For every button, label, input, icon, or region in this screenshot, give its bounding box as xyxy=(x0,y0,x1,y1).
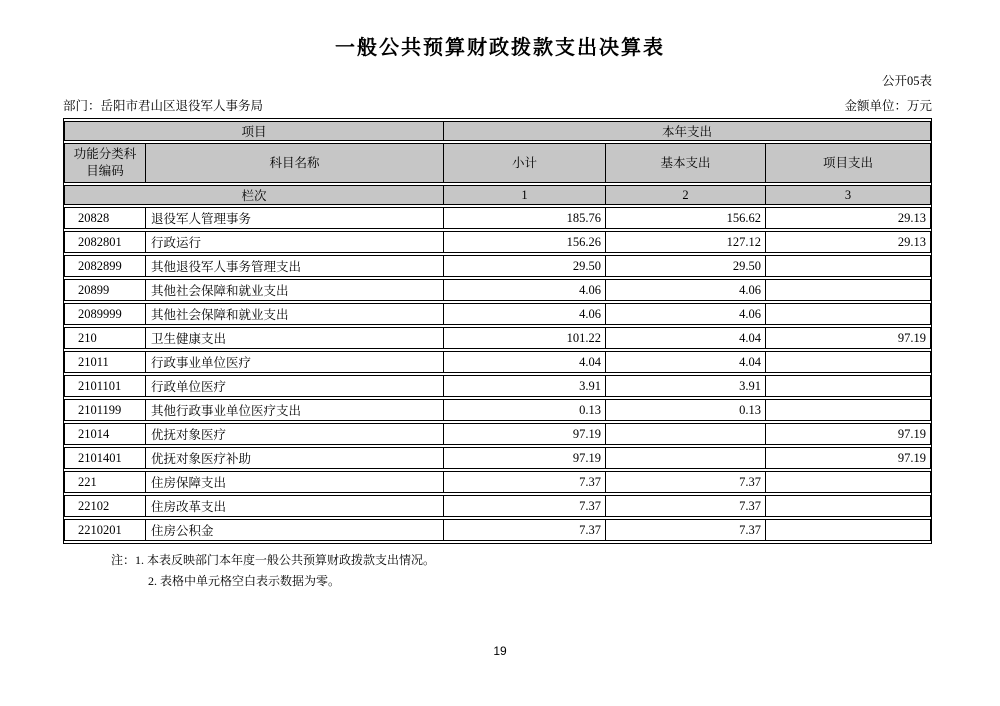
name-cell: 退役军人管理事务 xyxy=(146,207,444,229)
code-cell: 2082801 xyxy=(64,231,146,253)
subtotal-cell: 0.13 xyxy=(444,399,606,421)
code-cell: 21014 xyxy=(64,423,146,445)
project-expenditure-cell: 97.19 xyxy=(766,327,931,349)
table-row xyxy=(64,303,931,325)
subtotal-cell: 101.22 xyxy=(444,327,606,349)
header-col-1: 1 xyxy=(444,185,606,205)
code-cell: 22102 xyxy=(64,495,146,517)
name-cell: 住房改革支出 xyxy=(146,495,444,517)
subtotal-cell: 7.37 xyxy=(444,519,606,541)
table-code-label: 公开05表 xyxy=(881,74,932,88)
basic-expenditure-cell: 7.37 xyxy=(606,495,766,517)
name-cell: 其他退役军人事务管理支出 xyxy=(146,255,444,277)
table-row xyxy=(64,495,931,517)
page-title: 一般公共预算财政拨款支出决算表 xyxy=(335,37,665,59)
budget-table-frame xyxy=(63,118,932,544)
name-cell: 行政运行 xyxy=(146,231,444,253)
table-row xyxy=(64,519,931,541)
subtotal-cell: 185.76 xyxy=(444,207,606,229)
subtotal-cell: 4.06 xyxy=(444,279,606,301)
table-row xyxy=(64,471,931,493)
project-expenditure-cell xyxy=(766,471,931,493)
name-cell: 其他社会保障和就业支出 xyxy=(146,279,444,301)
department-label: 部门：岳阳市君山区退役军人事务局 xyxy=(63,99,264,113)
page-number: 19 xyxy=(493,644,507,658)
name-cell: 行政事业单位医疗 xyxy=(146,351,444,373)
code-cell: 2089999 xyxy=(64,303,146,325)
note-line-1: 注：1. 本表反映部门本年度一般公共预算财政拨款支出情况。 xyxy=(111,553,436,567)
basic-expenditure-cell: 4.04 xyxy=(606,327,766,349)
basic-expenditure-cell: 4.06 xyxy=(606,303,766,325)
project-expenditure-cell xyxy=(766,519,931,541)
header-col-2: 2 xyxy=(606,185,766,205)
basic-expenditure-cell: 3.91 xyxy=(606,375,766,397)
table-row xyxy=(64,255,931,277)
code-cell: 21011 xyxy=(64,351,146,373)
subtotal-cell: 156.26 xyxy=(444,231,606,253)
code-cell: 2101401 xyxy=(64,447,146,469)
table-row xyxy=(64,327,931,349)
project-expenditure-cell: 29.13 xyxy=(766,207,931,229)
header-col-3: 3 xyxy=(766,185,931,205)
subtotal-cell: 97.19 xyxy=(444,423,606,445)
notes xyxy=(111,550,932,592)
basic-expenditure-cell: 156.62 xyxy=(606,207,766,229)
basic-expenditure-cell: 127.12 xyxy=(606,231,766,253)
note-line-2: 2. 表格中单元格空白表示数据为零。 xyxy=(148,574,341,588)
code-cell: 20899 xyxy=(64,279,146,301)
header-code-column: 功能分类科目编码 xyxy=(64,143,146,183)
table-row xyxy=(64,231,931,253)
code-cell: 2101101 xyxy=(64,375,146,397)
name-cell: 其他行政事业单位医疗支出 xyxy=(146,399,444,421)
project-expenditure-cell: 29.13 xyxy=(766,231,931,253)
subtotal-cell: 7.37 xyxy=(444,495,606,517)
header-basic-column: 基本支出 xyxy=(606,143,766,183)
code-cell: 2210201 xyxy=(64,519,146,541)
subtotal-cell: 7.37 xyxy=(444,471,606,493)
name-cell: 优抚对象医疗补助 xyxy=(146,447,444,469)
table-row xyxy=(64,207,931,229)
basic-expenditure-cell: 7.37 xyxy=(606,519,766,541)
code-cell: 221 xyxy=(64,471,146,493)
name-cell: 其他社会保障和就业支出 xyxy=(146,303,444,325)
table-body xyxy=(64,207,931,541)
project-expenditure-cell xyxy=(766,495,931,517)
header-lanci: 栏次 xyxy=(64,185,444,205)
header-project-column: 项目支出 xyxy=(766,143,931,183)
basic-expenditure-cell: 4.04 xyxy=(606,351,766,373)
header-subtotal-column: 小计 xyxy=(444,143,606,183)
code-cell: 20828 xyxy=(64,207,146,229)
subtotal-cell: 97.19 xyxy=(444,447,606,469)
name-cell: 住房保障支出 xyxy=(146,471,444,493)
table-row xyxy=(64,423,931,445)
code-cell: 2101199 xyxy=(64,399,146,421)
basic-expenditure-cell xyxy=(606,423,766,445)
basic-expenditure-cell: 4.06 xyxy=(606,279,766,301)
header-group-row xyxy=(64,121,931,141)
table-row xyxy=(64,375,931,397)
project-expenditure-cell xyxy=(766,279,931,301)
project-expenditure-cell: 97.19 xyxy=(766,447,931,469)
table-row xyxy=(64,399,931,421)
name-cell: 优抚对象医疗 xyxy=(146,423,444,445)
name-cell: 行政单位医疗 xyxy=(146,375,444,397)
project-expenditure-cell xyxy=(766,399,931,421)
unit-label: 金额单位：万元 xyxy=(844,99,932,113)
name-cell: 住房公积金 xyxy=(146,519,444,541)
project-expenditure-cell xyxy=(766,255,931,277)
meta-row xyxy=(63,96,932,114)
subtotal-cell: 3.91 xyxy=(444,375,606,397)
subtotal-cell: 4.04 xyxy=(444,351,606,373)
project-expenditure-cell: 97.19 xyxy=(766,423,931,445)
basic-expenditure-cell xyxy=(606,447,766,469)
subtotal-cell: 4.06 xyxy=(444,303,606,325)
project-expenditure-cell xyxy=(766,375,931,397)
code-cell: 2082899 xyxy=(64,255,146,277)
column-index-row xyxy=(64,185,931,205)
table-row xyxy=(64,351,931,373)
basic-expenditure-cell: 0.13 xyxy=(606,399,766,421)
table-row xyxy=(64,279,931,301)
name-cell: 卫生健康支出 xyxy=(146,327,444,349)
budget-table xyxy=(64,119,931,543)
code-cell: 210 xyxy=(64,327,146,349)
project-expenditure-cell xyxy=(766,351,931,373)
basic-expenditure-cell: 7.37 xyxy=(606,471,766,493)
subtotal-cell: 29.50 xyxy=(444,255,606,277)
table-row xyxy=(64,447,931,469)
header-columns-row xyxy=(64,143,931,183)
basic-expenditure-cell: 29.50 xyxy=(606,255,766,277)
header-name-column: 科目名称 xyxy=(146,143,444,183)
project-expenditure-cell xyxy=(766,303,931,325)
header-project-group: 项目 xyxy=(64,121,444,141)
header-year-expenditure-group: 本年支出 xyxy=(444,121,931,141)
